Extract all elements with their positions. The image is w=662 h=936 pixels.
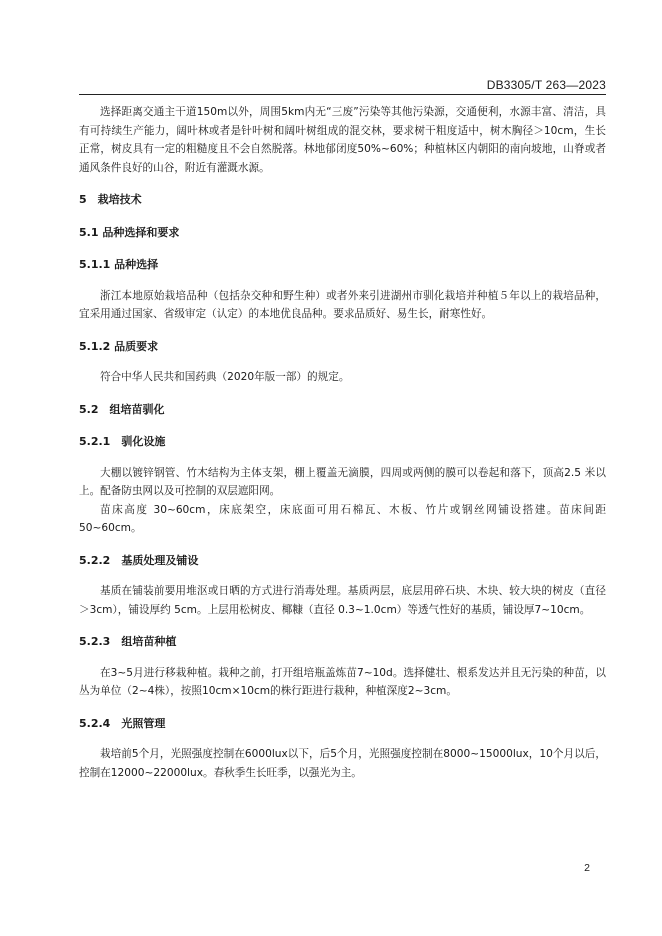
paragraph-seedbed: 苗床高度 30~60cm，床底架空，床底面可用石棉瓦、木板、竹片或钢丝网铺设搭建。苗床间距50~60cm。 [79, 503, 606, 534]
paragraph-planting: 在3~5月进行移栽种植。栽种之前，打开组培瓶盖炼苗7~10d。选择健壮、根系发达并且无污染的种苗，以丛为单位（2~4株），按照10cm×10cm的株行距进行栽种，种植深度2~3cm。 [79, 666, 606, 697]
paragraph-site-selection: 选择距离交通主干道150m以外，周围5km内无“三废”污染等其他污染源，交通便利，水源丰富、清洁，具有可持续生产能力，阔叶林或者是针叶树和阔叶树组成的混交林，要求树干粗度适中，树木胸径＞10cm，生长正常，树皮具有一定的粗糙度且不会自然脱落。林地郁闭度50%~60%；种植林区内朝阳的南向坡地，山脊或者通风条件良好的山谷，附近有灌溉水源。 [79, 106, 606, 174]
header-divider [79, 94, 606, 95]
heading-5-2-3: 5.2.3 组培苗种植 [79, 635, 177, 648]
heading-5-1-1: 5.1.1 品种选择 [79, 258, 159, 271]
document-code: DB3305/T 263—2023 [486, 78, 606, 92]
heading-5-1-2: 5.1.2 品质要求 [79, 339, 159, 353]
paragraph-light-management: 栽培前5个月，光照强度控制在6000lux以下，后5个月，光照强度控制在8000~15000lux，10个月以后，控制在12000~22000lux。春秋季生长旺季，以强光为主。 [79, 748, 606, 779]
heading-5-2-2: 5.2.2 基质处理及铺设 [79, 553, 199, 567]
heading-5-2-4: 5.2.4 光照管理 [79, 716, 166, 730]
document-body [79, 103, 606, 782]
page-number: 2 [584, 862, 590, 874]
heading-5-2-1: 5.2.1 驯化设施 [79, 435, 166, 448]
heading-section-5: 5 栽培技术 [79, 193, 142, 206]
heading-5-1: 5.1 品种选择和要求 [79, 225, 180, 239]
paragraph-quality-requirements: 符合中华人民共和国药典（2020年版一部）的规定。 [100, 371, 350, 383]
paragraph-variety-selection: 浙江本地原始栽培品种（包括杂交种和野生种）或者外来引进湖州市驯化栽培并种植５年以上的栽培品种，宜采用通过国家、省级审定（认定）的本地优良品种。要求品质好、易生长，耐寒性好。 [79, 289, 606, 320]
heading-5-2: 5.2 组培苗驯化 [79, 402, 165, 416]
paragraph-greenhouse-facility: 大棚以镀锌钢管、竹木结构为主体支架，棚上覆盖无滴膜，四周或两侧的膜可以卷起和落下，顶高2.5 米以上。配备防虫网以及可控制的双层遮阳网。 [79, 466, 606, 497]
paragraph-substrate: 基质在铺装前要用堆沤或日晒的方式进行消毒处理。基质两层，底层用碎石块、木块、较大块的树皮（直径＞3cm），铺设厚约 5cm。上层用松树皮、椰糠（直径 0.3~1.0cm）等透气性好的基质，铺设厚7~10cm。 [79, 585, 606, 616]
